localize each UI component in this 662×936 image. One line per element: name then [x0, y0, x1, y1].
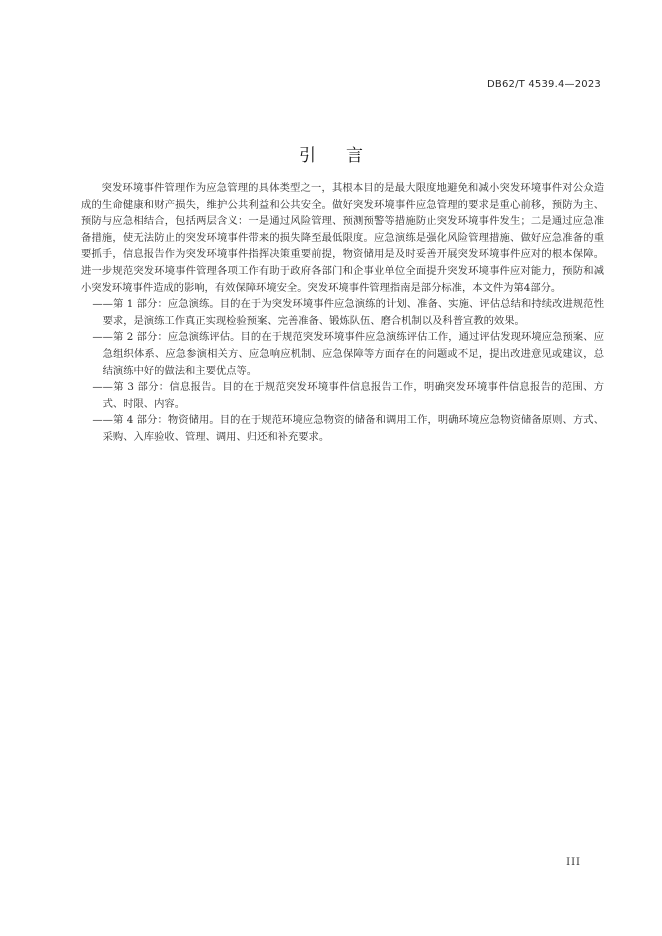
- intro-paragraph: 突发环境事件管理作为应急管理的具体类型之一，其根本目的是最大限度地避免和减小突发环境事件对公众造成的生命健康和财产损失，维护公共利益和公共安全。做好突发环境事件应急管理的要求是重心前移，预防为主、预防与应急相结合，包括两层含义：一是通过风险管理、预测预警等措施防止突发环境事件发生；二是通过应急准备措施，使无法防止的突发环境事件带来的损失降至最低限度。应急演练是强化风险管理措施、做好应急准备的重要抓手，信息报告作为突发环境事件指挥决策重要前提，物资储用是及时妥善开展突发环境事件应对的根本保障。进一步规范突发环境事件管理各项工作有助于政府各部门和企事业单位全面提升突发环境事件应对能力，预防和减小突发环境事件造成的影响，有效保障环境安全。突发环境事件管理指南是部分标准，本文件为第4部分。: [81, 182, 604, 294]
- page-title: 引言: [299, 146, 393, 166]
- part-1-item: ——第 1 部分：应急演练。目的在于为突发环境事件应急演练的计划、准备、实施、评估总结和持续改进规范性要求，是演练工作真正实现检验预案、完善准备、锻炼队伍、磨合机制以及科普宣教的效果。: [92, 298, 604, 327]
- page-number: III: [566, 857, 581, 868]
- part-4-item: ——第 4 部分：物资储用。目的在于规范环境应急物资的储备和调用工作，明确环境应急物资储备原则、方式、采购、入库验收、管理、调用、归还和补充要求。: [92, 414, 604, 443]
- part-2-item: ——第 2 部分：应急演练评估。目的在于规范突发环境事件应急演练评估工作，通过评估发现环境应急预案、应急组织体系、应急参演相关方、应急响应机制、应急保障等方面存在的问题或不足，提出改进意见或建议，总结演练中好的做法和主要优点等。: [92, 331, 604, 377]
- standard-code-header: DB62/T 4539.4—2023: [487, 79, 601, 90]
- part-3-item: ——第 3 部分：信息报告。目的在于规范突发环境事件信息报告工作，明确突发环境事件信息报告的范围、方式、时限、内容。: [92, 381, 604, 410]
- document-body: [81, 180, 604, 446]
